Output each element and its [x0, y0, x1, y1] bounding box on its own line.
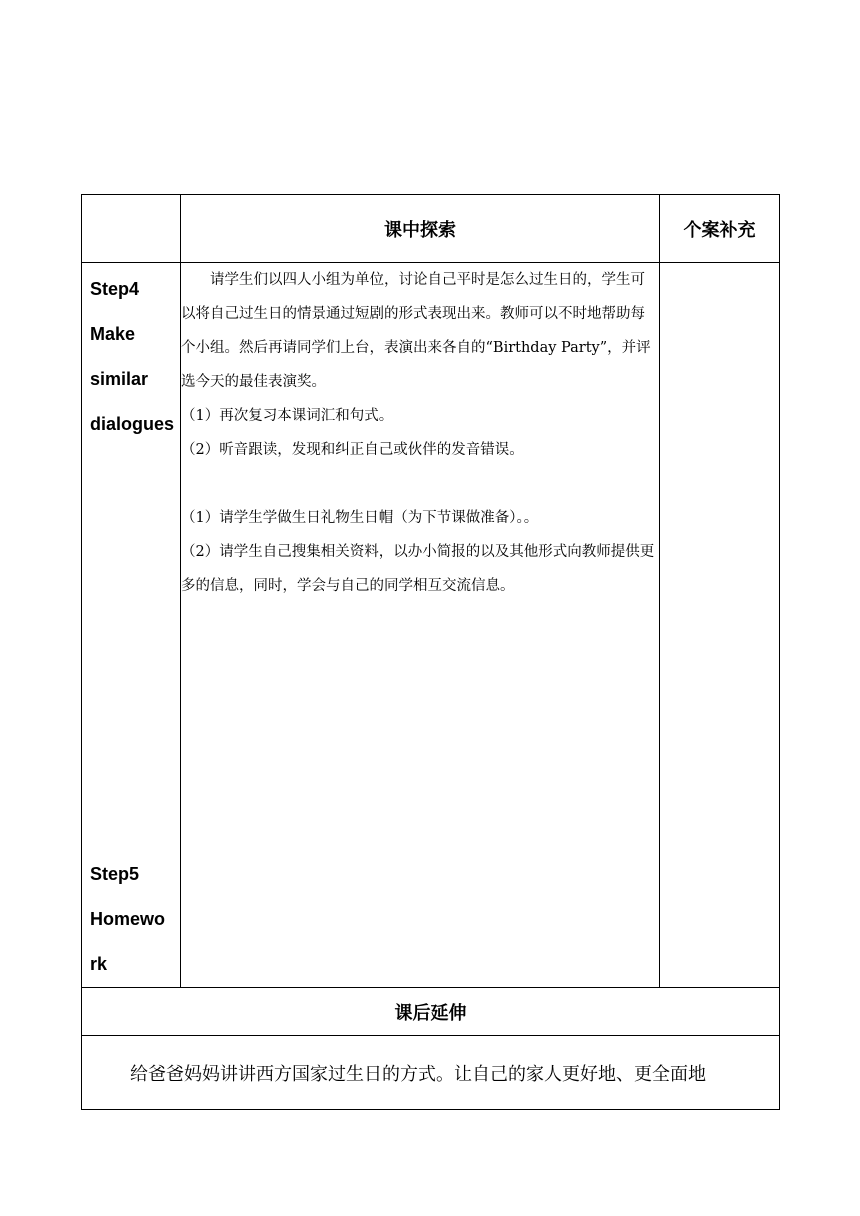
header-in-class-exploration: 课中探索 [181, 195, 660, 263]
extension-title: 课后延伸 [82, 988, 780, 1036]
supplement-cell [660, 263, 780, 988]
extension-cell [82, 1036, 780, 1110]
extension-text: 给爸爸妈妈讲讲西方国家过生日的方式。让自己的家人更好地、更全面地 [130, 1063, 706, 1085]
header-row [82, 195, 780, 263]
lesson-plan-table [81, 194, 780, 1110]
step4-line: similar [90, 369, 149, 389]
step4-line: dialogues [90, 414, 175, 434]
step5-line: rk [90, 954, 108, 974]
homework-item-1: （1）请学生学做生日礼物生日帽（为下节课做准备）。。 [181, 510, 539, 526]
extension-text-row [82, 1036, 780, 1110]
step4-label [82, 267, 180, 447]
step4-line: Step4 [90, 279, 140, 299]
step5-line: Step5 [90, 864, 140, 884]
review-item-1: （1）再次复习本课词汇和句式。 [181, 408, 394, 424]
header-empty-cell [82, 195, 181, 263]
homework-item-2: （2）请学生自己搜集相关资料，以办小简报的以及其他形式向教师提供更多的信息，同时，学会与自己的同学相互交流信息。 [181, 544, 655, 594]
step5-label [82, 852, 180, 987]
header-case-supplement: 个案补充 [660, 195, 780, 263]
step5-line: Homewo [90, 909, 166, 929]
extension-title-row [82, 988, 780, 1036]
content-cell [181, 263, 660, 988]
review-item-2: （2）听音跟读，发现和纠正自己或伙伴的发音错误。 [181, 442, 524, 458]
step4-line: Make [90, 324, 136, 344]
steps-row [82, 263, 780, 988]
spacer [181, 467, 659, 501]
activity-paragraph: 请学生们以四人小组为单位，讨论自己平时是怎么过生日的，学生可以将自己过生日的情景通过短剧的形式表现出来。教师可以不时地帮助每个小组。然后再请同学们上台，表演出来各自的“Birthday Party”，并评选今天的最佳表演奖。 [181, 272, 651, 390]
steps-cell [82, 263, 181, 988]
